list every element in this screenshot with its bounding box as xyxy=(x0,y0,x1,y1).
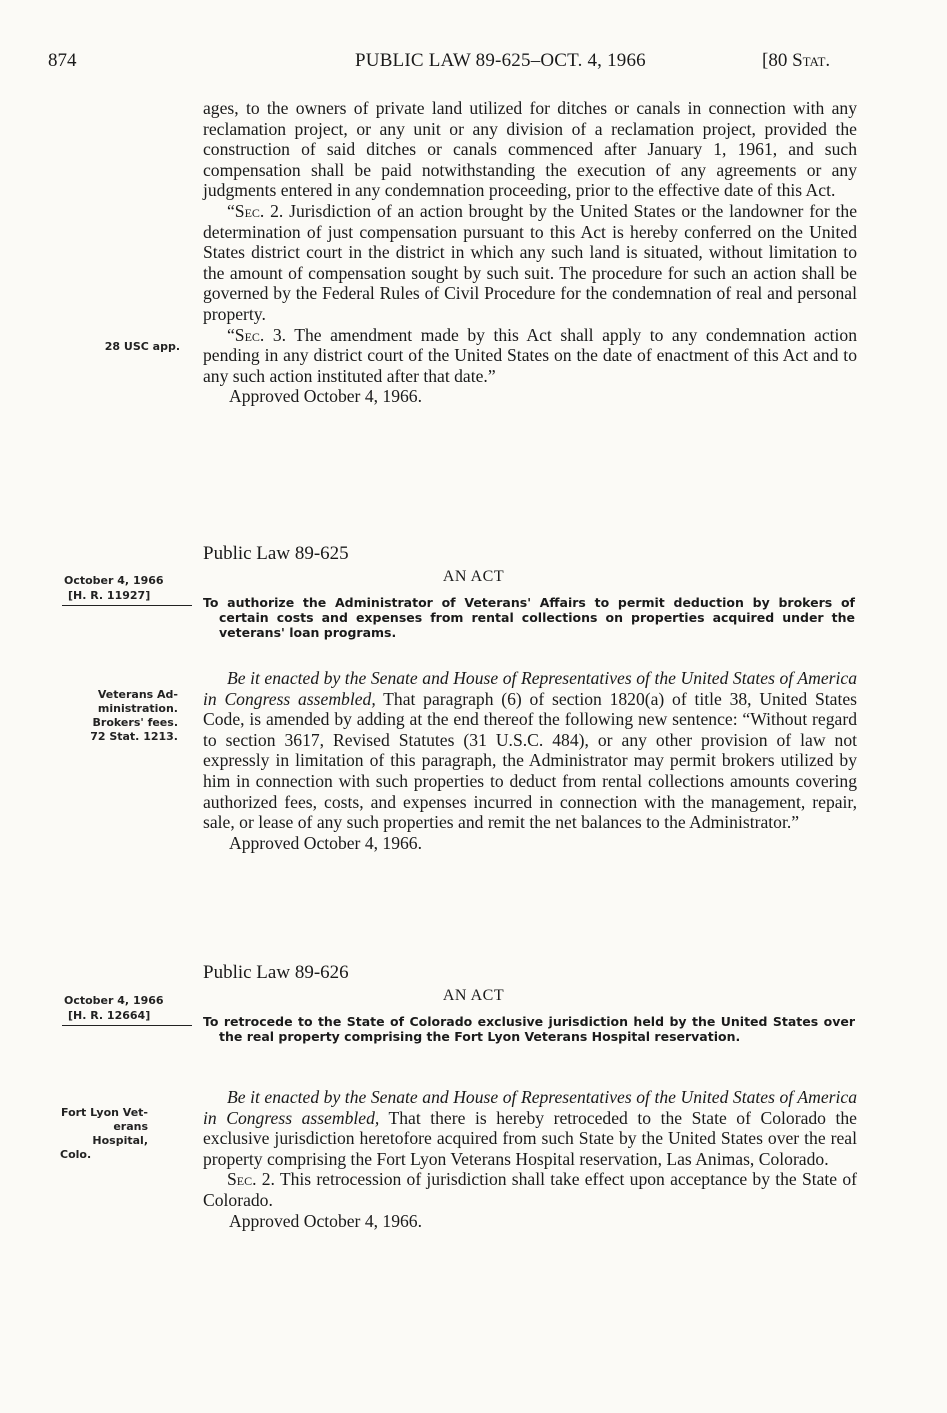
pl626-margin-note-1: Fort Lyon Vet- xyxy=(61,1106,148,1119)
page-number: 874 xyxy=(48,50,77,71)
pl626-margin-bill: [H. R. 12664] xyxy=(68,1009,151,1022)
approval-date: Approved October 4, 1966. xyxy=(229,386,422,407)
continued-paragraph: ages, to the owners of private land utilized for ditches or canals in connection with any reclamation project, or any unit or any division of a reclamation project, provided the construction of said ditches or canals commenced after January 1, 1961, and such compensation shall be paid notwithstanding the execution of any agreements or any judgments entered in any condemnation proceeding, prior to the effective date of this Act. xyxy=(203,98,857,201)
pl625-margin-bill: [H. R. 11927] xyxy=(68,589,151,602)
section-3-label: “Sec. 3. xyxy=(227,324,287,345)
pl626-margin-rule xyxy=(62,1025,192,1026)
pl626-purpose: To retrocede to the State of Colorado exclusive jurisdiction held by the United States over the real property comprising the Fort Lyon Veterans Hospital reservation. xyxy=(203,1014,855,1044)
pl625-enacting-text: That paragraph (6) of section 1820(a) of title 38, United States Code, is amended by adding at the end thereof the following new sentence: “Without regard to section 3617, Revised Statutes (31 U.S.C. 484), or any other provision of law not expressly in limitation of this paragraph, the Administrator may permit brokers utilized by him in connection with such properties to deduct from rental collections amounts covering authorized fees, costs, and expenses incurred in connection with the management, repair, sale, or lease of any such properties and remit the net balances to the Administrator.” xyxy=(203,688,858,833)
pl625-margin-note-4: 72 Stat. 1213. xyxy=(90,730,178,743)
pl625-purpose: To authorize the Administrator of Veterans' Affairs to permit deduction by brokers of certain costs and expenses from rental collections on properties acquired under the veterans' loan programs. xyxy=(203,595,855,640)
pl626-enacting-paragraph xyxy=(203,1087,857,1169)
section-2-label: “Sec. 2. xyxy=(227,200,284,221)
pl625-body xyxy=(203,668,857,853)
volume-stat: Stat. xyxy=(792,50,831,71)
pl625-approval-date: Approved October 4, 1966. xyxy=(229,832,422,853)
pl626-an-act: AN ACT xyxy=(442,987,505,1004)
section-3-text: The amendment made by this Act shall apply to any condemnation action pending in any district court of the United States on the date of enactment of this Act and to any such action instituted after that date.” xyxy=(203,324,858,386)
pl625-margin-note-2: ministration. xyxy=(97,702,178,715)
pl625-margin-note-1: Veterans Ad- xyxy=(97,688,178,701)
pl626-enacting-clause: Be it enacted by the Senate and House of Representatives of the United States of America in Congress assembled, xyxy=(203,1087,857,1128)
pl626-section-2-paragraph xyxy=(203,1169,857,1210)
pl625-margin-notes xyxy=(60,688,178,744)
pl626-margin-note-2: erans Hospital, xyxy=(92,1120,148,1147)
pl625-heading: Public Law 89-625 xyxy=(203,543,349,564)
running-title: PUBLIC LAW 89-625–OCT. 4, 1966 xyxy=(355,50,646,71)
pl626-margin-note-3: Colo. xyxy=(60,1148,92,1161)
pl625-margin-rule xyxy=(62,605,192,606)
pl626-margin-notes xyxy=(60,1106,148,1162)
pl626-body xyxy=(203,1087,857,1231)
continued-text xyxy=(203,98,857,407)
pl626-approval-date: Approved October 4, 1966. xyxy=(229,1210,422,1231)
pl625-an-act: AN ACT xyxy=(442,568,505,585)
pl626-enacting-text: That there is hereby retroceded to the State of Colorado the exclusive jurisdiction heretofore acquired from such State by the United States over the real property comprising the Fort Lyon Veterans Hospital reservation, Las Animas, Colorado. xyxy=(203,1107,857,1169)
section-2-text: Jurisdiction of an action brought by the United States or the landowner for the determination of just compensation pursuant to this Act is hereby conferred on the United States district court in the district in which any such land is situated, without limitation to the amount of compensation sought by such suit. The procedure for such an action shall be governed by the Federal Rules of Civil Procedure for the condemnation of real and personal property. xyxy=(203,200,858,324)
section-2-paragraph xyxy=(203,201,857,325)
margin-note-usc: 28 USC app. xyxy=(104,340,180,353)
pl626-section-2-label: Sec. 2. xyxy=(227,1169,275,1190)
pl626-section-2-text: This retrocession of jurisdiction shall take effect upon acceptance by the State of Colorado. xyxy=(203,1169,857,1210)
volume-reference xyxy=(762,50,830,72)
pl626-heading: Public Law 89-626 xyxy=(203,962,349,983)
pl625-margin-note-3: Brokers' fees. xyxy=(92,716,178,729)
pl625-enacting-clause: Be it enacted by the Senate and House of Representatives of the United States of America in Congress assembled, xyxy=(203,668,857,709)
volume-prefix: [80 xyxy=(762,50,793,71)
pl625-enacting-paragraph xyxy=(203,668,857,833)
pl626-margin-date: October 4, 1966 xyxy=(64,994,164,1007)
section-3-paragraph xyxy=(203,325,857,387)
pl625-margin-date: October 4, 1966 xyxy=(64,574,164,587)
